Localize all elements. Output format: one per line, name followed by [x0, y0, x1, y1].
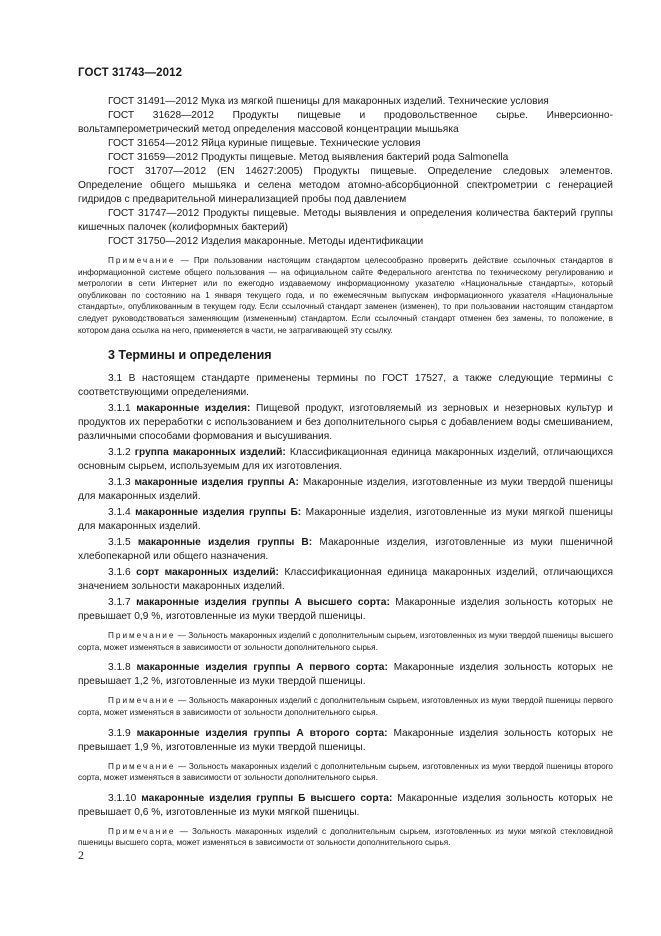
term-name: макаронные изделия группы Б: — [135, 507, 302, 519]
note-label: Примечание — [108, 256, 176, 265]
reference-item: ГОСТ 31750—2012 Изделия макаронные. Методы идентификации — [108, 236, 424, 247]
intro-paragraph: 3.1 В настоящем стандарте применены термины по ГОСТ 17527, а также следующие термины с соответствующими определениями. — [78, 373, 613, 399]
term-name: макаронные изделия: — [136, 403, 251, 415]
term-name: группа макаронных изделий: — [134, 447, 286, 459]
term-note — [78, 695, 613, 718]
term-item — [78, 727, 613, 755]
term-item — [78, 476, 613, 504]
document-body — [78, 95, 613, 857]
term-number: 3.1.7 — [108, 597, 131, 609]
term-definition: Макаронные изделия, изготовленные из муки твердой пшеницы для макаронных изделий. — [78, 477, 613, 503]
term-definition: Пищевой продукт, изготовляемый из зерновых и незерновых культур и продуктов их переработки с использованием и без дополнительного сырья с добавлением воды смешиванием, различными способами формования и высушивания. — [78, 403, 613, 443]
note-text: — Зольность макаронных изделий с дополнительным сырьем, изготовленных из муки твердой пшеницы высшего сорта, может изменяться в зависимости от зольности дополнительного сырья. — [78, 631, 613, 652]
note-text: — Зольность макаронных изделий с дополнительным сырьем, изготовленных из муки мягкой стекловидной пшеницы высшего сорта, может изменяться в зависимости от зольности дополнительного сырья. — [78, 826, 613, 848]
term-definition: Классификационная единица макаронных изделий, отличающихся значением зольности макаронных изделий. — [78, 567, 613, 593]
term-number: 3.1.4 — [108, 507, 131, 519]
term-item — [78, 446, 613, 474]
term-number: 3.1.8 — [108, 662, 131, 674]
term-note — [78, 826, 613, 849]
term-number: 3.1.2 — [108, 447, 131, 459]
term-definition: Макаронные изделия зольность которых не превышает 0,9 %, изготовленные из муки твердой пшеницы. — [78, 597, 613, 623]
term-definition: Макаронные изделия зольность которых не превышает 0,6 %, изготовленные из муки мягкой пшеницы. — [78, 792, 613, 818]
note-label: Примечание — [108, 761, 176, 771]
term-number: 3.1.1 — [108, 403, 131, 415]
term-definition: Макаронные изделия, изготовленные из муки пшеничной хлебопекарной или общего назначения. — [78, 537, 613, 563]
term-name: сорт макаронных изделий: — [136, 567, 279, 579]
term-definition: Макаронные изделия, изготовленные из муки мягкой пшеницы для макаронных изделий. — [78, 507, 613, 533]
page-number: 2 — [78, 848, 84, 862]
term-number: 3.1.5 — [108, 537, 131, 549]
reference-item: ГОСТ 31659—2012 Продукты пищевые. Метод выявления бактерий рода Salmonella — [108, 152, 509, 163]
term-number: 3.1.9 — [108, 727, 131, 739]
note-text: — При пользовании настоящим стандартом целесообразно проверить действие ссылочных стандартов в информационной системе общего пользования — на официальном сайте Федерального агентства по техническому регулированию и метрологии в сети Интернет или по ежегодно издаваемому информационному указателю «Национальные стандарты», который опубликован по состоянию на 1 января текущего года, и по ежемесячным выпускам информационного указателя «Национальные стандарты», опубликованным в текущем году. Если ссылочный стандарт заменен (изменен), то при пользовании настоящим стандартом следует руководствоваться заменяющим (измененным) стандартом. Если ссылочный стандарт отменен без замены, то положение, в котором дана ссылка на него, применяется в части, не затрагивающей эту ссылку. — [78, 256, 613, 335]
reference-item: ГОСТ 31628—2012 Продукты пищевые и продовольственное сырье. Инверсионно-вольтамперометрический метод определения массовой концентрации мышьяка — [78, 110, 613, 135]
term-name: макаронные изделия группы А высшего сорта: — [136, 597, 390, 609]
term-number: 3.1.6 — [108, 567, 131, 579]
term-item — [78, 566, 613, 594]
term-name: макаронные изделия группы А второго сорта: — [136, 727, 388, 739]
term-name: макаронные изделия группы Б высшего сорта: — [141, 792, 393, 804]
term-name: макаронные изделия группы А первого сорта: — [136, 662, 388, 674]
term-name: макаронные изделия группы А: — [134, 477, 299, 489]
term-number: 3.1.10 — [108, 792, 137, 804]
term-item — [78, 661, 613, 689]
note-text: — Зольность макаронных изделий с дополнительным сырьем, изготовленных из муки твердой пшеницы второго сорта, может изменяться в зависимости от зольности дополнительного сырья. — [78, 761, 613, 783]
term-item — [78, 402, 613, 444]
note-label: Примечание — [108, 826, 176, 836]
section-title: 3 Термины и определения — [108, 348, 272, 363]
reference-item: ГОСТ 31707—2012 (EN 14627:2005) Продукты пищевые. Определение следовых элементов. Определение общего мышьяка и селена методом атомно-абсорбционной спектрометрии с генерацией гидридов с предварительной минерализацией пробы под давлением — [78, 166, 613, 205]
reference-item: ГОСТ 31747—2012 Продукты пищевые. Методы выявления и определения количества бактерий группы кишечных палочек (колиформных бактерий) — [78, 208, 613, 233]
term-name: макаронные изделия группы В: — [137, 537, 313, 549]
document-header: ГОСТ 31743—2012 — [78, 67, 183, 79]
term-definition: Макаронные изделия зольность которых не превышает 1,2 %, изготовленные из муки твердой пшеницы. — [78, 662, 613, 688]
term-item — [78, 792, 613, 820]
note-label: Примечание — [108, 631, 176, 641]
term-item — [78, 506, 613, 534]
note-label: Примечание — [108, 696, 176, 706]
term-item — [78, 536, 613, 564]
note-main — [78, 255, 613, 336]
term-note — [78, 630, 613, 653]
note-text: — Зольность макаронных изделий с дополнительным сырьем, изготовленных из муки твердой пшеницы первого сорта, может изменяться в зависимости от зольности дополнительного сырья. — [78, 696, 613, 717]
term-definition: Классификационная единица макаронных изделий, отличающихся основным сырьем, используемым для их изготовления. — [78, 447, 613, 473]
term-definition: Макаронные изделия зольность которых не превышает 1,9 %, изготовленные из муки твердой пшеницы. — [78, 727, 613, 753]
reference-item: ГОСТ 31654—2012 Яйца куриные пищевые. Технические условия — [108, 138, 421, 149]
term-item — [78, 596, 613, 624]
term-note — [78, 761, 613, 784]
reference-item: ГОСТ 31491—2012 Мука из мягкой пшеницы для макаронных изделий. Технические условия — [108, 96, 549, 107]
term-number: 3.1.3 — [108, 477, 131, 489]
